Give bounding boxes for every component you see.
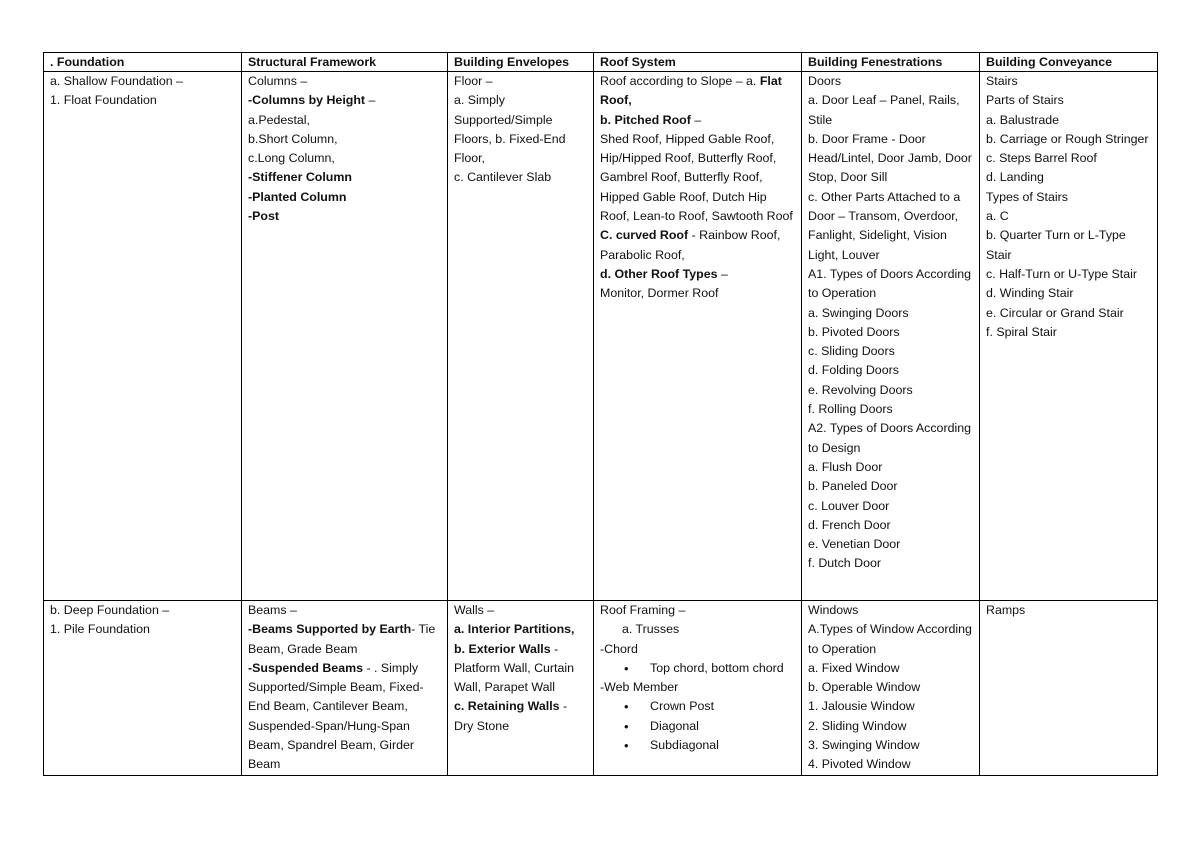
cell-building-envelopes	[448, 72, 594, 601]
list-item: c. Louver Door	[808, 498, 890, 513]
cell-text: - Dry Stone	[454, 699, 568, 733]
list-item: a. C	[986, 209, 1009, 224]
header-row	[44, 53, 1158, 72]
cell-building-conveyance	[980, 601, 1158, 776]
cell-line: a.Pedestal,	[248, 112, 310, 127]
cell-structural-framework	[242, 601, 448, 776]
bullet-item: • Top chord, bottom chord	[600, 659, 795, 678]
cell-line: a. Shallow Foundation –	[50, 74, 183, 88]
cell-line: c.Long Column,	[248, 151, 335, 166]
cell-foundation	[44, 72, 242, 601]
building-systems-table	[43, 52, 1158, 776]
list-item: b. Door Frame - Door Head/Lintel, Door Jamb, Door Stop, Door Sill	[808, 131, 972, 185]
list-item: 4. Pivoted Window	[808, 757, 911, 772]
cell-building-fenestrations	[802, 601, 980, 776]
list-item: Parts of Stairs	[986, 93, 1064, 108]
cell-roof-system	[594, 601, 802, 776]
cell-line: 1. Pile Foundation	[50, 622, 150, 637]
list-item: 3. Swinging Window	[808, 738, 920, 753]
list-item: e. Venetian Door	[808, 537, 901, 552]
list-item: b. Operable Window	[808, 680, 921, 695]
cell-line: b. Deep Foundation –	[50, 603, 170, 617]
cell-text: - Platform Wall, Curtain Wall, Parapet Wall	[454, 641, 575, 695]
cell-line: b.Short Column,	[248, 131, 338, 146]
cell-text: - Rainbow Roof, Parabolic Roof,	[600, 228, 781, 262]
cell-text: Roof according to Slope – a.	[600, 74, 760, 88]
list-item: 1. Jalousie Window	[808, 699, 915, 714]
list-item: a. Fixed Window	[808, 660, 900, 675]
list-item: e. Circular or Grand Stair	[986, 305, 1124, 320]
cell-line: -Web Member	[600, 680, 679, 695]
cell-text: - . Simply Supported/Simple Beam, Fixed-End Beam, Cantilever Beam, Suspended-Span/Hung-Span Beam, Spandrel Beam, Girder Beam	[248, 660, 424, 772]
header-roof-system: Roof System	[594, 53, 802, 72]
bullet-item: • Diagonal	[600, 717, 795, 736]
list-item: A2. Types of Doors According to Design	[808, 421, 972, 455]
list-item: a. Trusses	[622, 622, 680, 637]
list-item: f. Dutch Door	[808, 556, 881, 571]
cell-line: Monitor, Dormer Roof	[600, 286, 719, 301]
cell-line: Walls –	[454, 603, 495, 617]
list-item: a. Flush Door	[808, 459, 883, 474]
cell-line	[600, 226, 795, 265]
cell-text: –	[365, 93, 376, 108]
cell-structural-framework	[242, 72, 448, 601]
cell-building-fenestrations	[802, 72, 980, 601]
cell-building-conveyance	[980, 72, 1158, 601]
list-item: c. Other Parts Attached to a Door – Transom, Overdoor, Fanlight, Sidelight, Vision Light, Louver	[808, 189, 961, 262]
cell-line: c. Cantilever Slab	[454, 170, 552, 185]
bold-term: -Suspended Beams	[248, 660, 363, 675]
bold-term: -Post	[248, 209, 279, 224]
cell-text: –	[690, 112, 702, 127]
cell-line: 1. Float Foundation	[50, 93, 157, 108]
list-item: f. Spiral Stair	[986, 324, 1057, 339]
header-building-envelopes: Building Envelopes	[448, 53, 594, 72]
bold-term: Flat Roof,	[600, 74, 782, 108]
list-item: c. Half-Turn or U-Type Stair	[986, 266, 1138, 281]
list-item: Types of Stairs	[986, 189, 1068, 204]
list-item: d. Landing	[986, 170, 1044, 185]
cell-foundation	[44, 601, 242, 776]
list-item: A1. Types of Doors According to Operation	[808, 266, 972, 301]
cell-line	[248, 620, 441, 659]
bold-term: b. Pitched Roof	[600, 112, 691, 127]
bold-term: a. Interior Partitions,	[454, 622, 575, 637]
cell-line: -Chord	[600, 641, 638, 656]
bold-term: C. curved Roof	[600, 228, 689, 243]
bold-term: d. Other Roof Types	[600, 266, 718, 281]
cell-line	[454, 640, 587, 698]
list-item: a. Balustrade	[986, 112, 1060, 127]
list-item: A.Types of Window According to Operation	[808, 622, 972, 656]
list-item: c. Sliding Doors	[808, 344, 895, 359]
header-foundation: . Foundation	[44, 53, 242, 72]
cell-line: Shed Roof, Hipped Gable Roof, Hip/Hipped Roof, Butterfly Roof, Gambrel Roof, Butterfly Roof, Hipped Gable Roof, Dutch Hip Roof, Lean-to Roof, Sawtooth Roof	[600, 131, 793, 224]
bullet-item: • Crown Post	[600, 697, 795, 716]
cell-line: Floor –	[454, 74, 493, 88]
list-item: d. Folding Doors	[808, 363, 899, 378]
cell-roof-system	[594, 72, 802, 601]
cell-line: Columns –	[248, 74, 308, 88]
header-structural-framework: Structural Framework	[242, 53, 448, 72]
list-item: b. Carriage or Rough Stringer	[986, 131, 1149, 146]
bold-term: -Beams Supported by Earth	[248, 622, 412, 637]
cell-line	[454, 697, 587, 736]
list-item: Doors	[808, 74, 842, 88]
cell-line	[248, 91, 441, 110]
header-building-fenestrations: Building Fenestrations	[802, 53, 980, 72]
cell-line	[248, 659, 441, 775]
cell-text: - Tie Beam, Grade Beam	[248, 622, 436, 656]
cell-line	[600, 72, 795, 111]
cell-line	[600, 265, 795, 284]
bold-term: c. Retaining Walls	[454, 699, 560, 714]
cell-building-envelopes	[448, 601, 594, 776]
bold-term: b. Exterior Walls	[454, 641, 551, 656]
list-item: a. Door Leaf – Panel, Rails, Stile	[808, 93, 960, 127]
list-item: b. Pivoted Doors	[808, 324, 900, 339]
cell-text: –	[717, 266, 728, 281]
bullet-item: • Subdiagonal	[600, 736, 795, 755]
cell-line: Beams –	[248, 603, 297, 617]
list-item: e. Revolving Doors	[808, 382, 913, 397]
list-item: b. Paneled Door	[808, 479, 898, 494]
bold-term: -Planted Column	[248, 189, 347, 204]
cell-line: Roof Framing –	[600, 603, 686, 617]
bold-term: -Columns by Height	[248, 93, 366, 108]
list-item: Windows	[808, 603, 859, 617]
list-item: Ramps	[986, 603, 1026, 617]
list-item: d. Winding Stair	[986, 286, 1074, 301]
table-row	[44, 601, 1158, 776]
cell-line	[600, 111, 795, 130]
list-item: 2. Sliding Window	[808, 718, 907, 733]
table-row	[44, 72, 1158, 601]
cell-line: a. Simply Supported/Simple Floors, b. Fixed-End Floor,	[454, 93, 566, 166]
list-item: a. Swinging Doors	[808, 305, 909, 320]
header-building-conveyance: Building Conveyance	[980, 53, 1158, 72]
list-item: d. French Door	[808, 517, 891, 532]
list-item: b. Quarter Turn or L-Type Stair	[986, 228, 1126, 262]
list-item: c. Steps Barrel Roof	[986, 151, 1097, 166]
bold-term: -Stiffener Column	[248, 170, 352, 185]
list-item: f. Rolling Doors	[808, 402, 893, 417]
list-item: Stairs	[986, 74, 1018, 88]
